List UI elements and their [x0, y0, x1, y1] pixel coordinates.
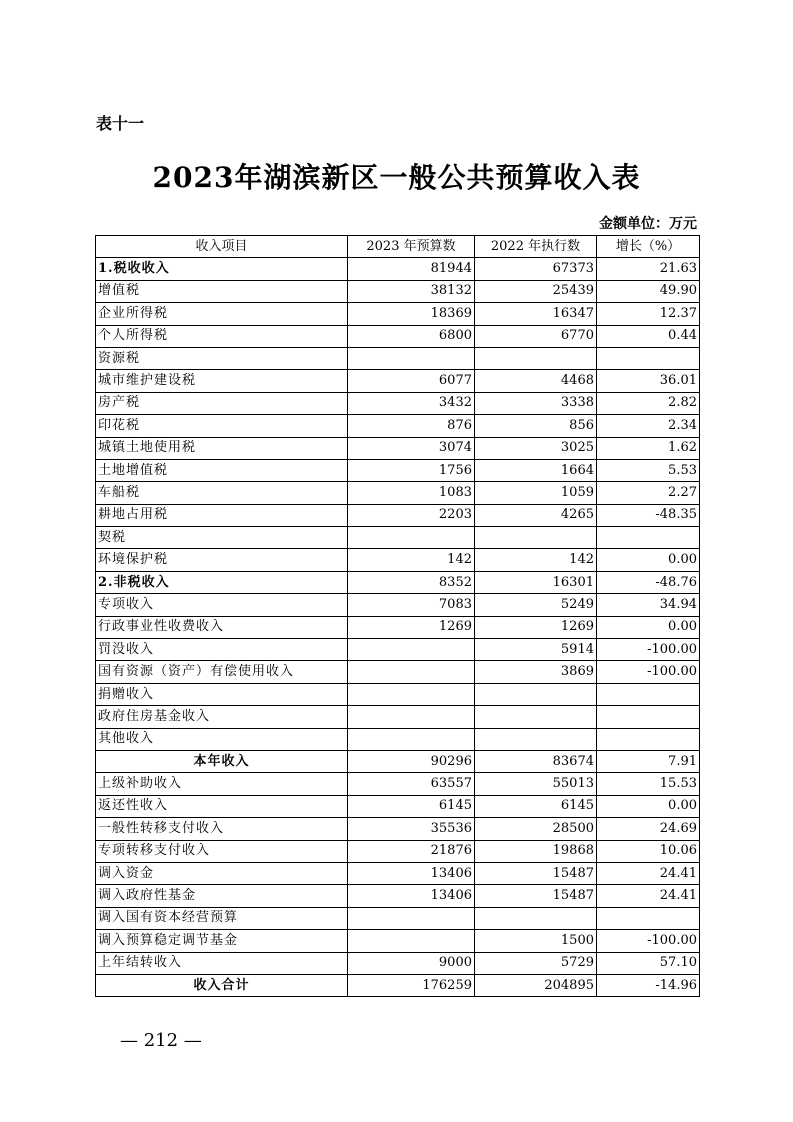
row-growth: 2.34: [597, 415, 700, 437]
row-budget-2023: 38132: [348, 280, 475, 302]
row-actual-2022: 5914: [475, 639, 597, 661]
table-row: [96, 930, 700, 952]
table-row: [96, 280, 700, 302]
row-item-name: 车船税: [96, 482, 348, 504]
row-item-name: 契税: [96, 527, 348, 549]
row-growth: 34.94: [597, 594, 700, 616]
row-budget-2023: 35536: [348, 818, 475, 840]
table-label: 表十一: [96, 114, 145, 133]
row-actual-2022: 3869: [475, 661, 597, 683]
row-growth: -48.76: [597, 571, 700, 593]
row-budget-2023: [348, 683, 475, 705]
table-row: [96, 571, 700, 593]
row-budget-2023: 21876: [348, 840, 475, 862]
row-growth: -48.35: [597, 504, 700, 526]
row-actual-2022: 1059: [475, 482, 597, 504]
row-actual-2022: 25439: [475, 280, 597, 302]
row-item-name: 增值税: [96, 280, 348, 302]
table-row: [96, 750, 700, 772]
row-budget-2023: 9000: [348, 952, 475, 974]
row-budget-2023: 13406: [348, 885, 475, 907]
row-actual-2022: 1269: [475, 616, 597, 638]
row-budget-2023: 3432: [348, 392, 475, 414]
table-row: [96, 639, 700, 661]
row-item-name: 资源税: [96, 347, 348, 369]
header-item: 收入项目: [96, 236, 348, 258]
row-item-name: 一般性转移支付收入: [96, 818, 348, 840]
header-budget-2023: 2023 年预算数: [348, 236, 475, 258]
table-row: [96, 549, 700, 571]
table-row: [96, 683, 700, 705]
row-budget-2023: [348, 728, 475, 750]
row-growth: [597, 527, 700, 549]
row-item-name: 印花税: [96, 415, 348, 437]
row-growth: 15.53: [597, 773, 700, 795]
row-item-name: 调入政府性基金: [96, 885, 348, 907]
row-budget-2023: 6145: [348, 795, 475, 817]
row-budget-2023: 1756: [348, 459, 475, 481]
row-item-name: 调入资金: [96, 862, 348, 884]
row-item-name: 调入国有资本经营预算: [96, 907, 348, 929]
table-row: [96, 661, 700, 683]
row-item-name: 耕地占用税: [96, 504, 348, 526]
table-row: [96, 840, 700, 862]
row-item-name: 专项收入: [96, 594, 348, 616]
row-item-name: 土地增值税: [96, 459, 348, 481]
table-row: [96, 795, 700, 817]
row-growth: [597, 347, 700, 369]
row-item-name: 房产税: [96, 392, 348, 414]
row-growth: 24.41: [597, 862, 700, 884]
row-budget-2023: 876: [348, 415, 475, 437]
row-item-name: 环境保护税: [96, 549, 348, 571]
row-growth: -14.96: [597, 974, 700, 996]
row-actual-2022: 15487: [475, 885, 597, 907]
table-row: [96, 616, 700, 638]
row-growth: 2.27: [597, 482, 700, 504]
row-item-name: 政府住房基金收入: [96, 706, 348, 728]
row-actual-2022: 142: [475, 549, 597, 571]
row-actual-2022: 4265: [475, 504, 597, 526]
row-item-name: 1.税收收入: [96, 258, 348, 280]
row-budget-2023: 18369: [348, 303, 475, 325]
row-growth: -100.00: [597, 639, 700, 661]
row-actual-2022: [475, 907, 597, 929]
row-item-name: 收入合计: [96, 974, 348, 996]
row-growth: 57.10: [597, 952, 700, 974]
row-item-name: 国有资源（资产）有偿使用收入: [96, 661, 348, 683]
row-growth: 5.53: [597, 459, 700, 481]
row-growth: 24.41: [597, 885, 700, 907]
row-growth: 10.06: [597, 840, 700, 862]
row-item-name: 城市维护建设税: [96, 370, 348, 392]
row-item-name: 城镇土地使用税: [96, 437, 348, 459]
table-row: [96, 325, 700, 347]
row-actual-2022: 856: [475, 415, 597, 437]
header-actual-2022: 2022 年执行数: [475, 236, 597, 258]
row-item-name: 返还性收入: [96, 795, 348, 817]
row-budget-2023: [348, 347, 475, 369]
row-actual-2022: [475, 728, 597, 750]
table-row: [96, 504, 700, 526]
row-item-name: 上年结转收入: [96, 952, 348, 974]
row-growth: 2.82: [597, 392, 700, 414]
unit-label: 金额单位：万元: [599, 216, 697, 232]
row-budget-2023: 3074: [348, 437, 475, 459]
row-budget-2023: 7083: [348, 594, 475, 616]
row-budget-2023: 1269: [348, 616, 475, 638]
table-row: [96, 773, 700, 795]
row-actual-2022: 28500: [475, 818, 597, 840]
row-actual-2022: 19868: [475, 840, 597, 862]
row-growth: 0.00: [597, 795, 700, 817]
table-row: [96, 862, 700, 884]
row-budget-2023: 2203: [348, 504, 475, 526]
table-row: [96, 347, 700, 369]
row-actual-2022: 55013: [475, 773, 597, 795]
table-row: [96, 415, 700, 437]
table-row: [96, 885, 700, 907]
table-row: [96, 818, 700, 840]
row-actual-2022: [475, 347, 597, 369]
revenue-table: [95, 235, 700, 997]
row-actual-2022: 16347: [475, 303, 597, 325]
row-actual-2022: 1500: [475, 930, 597, 952]
row-item-name: 罚没收入: [96, 639, 348, 661]
table-row: [96, 258, 700, 280]
row-growth: 1.62: [597, 437, 700, 459]
row-actual-2022: 67373: [475, 258, 597, 280]
row-budget-2023: [348, 706, 475, 728]
table-header-row: [96, 236, 700, 258]
page-title: 2023年湖滨新区一般公共预算收入表: [152, 161, 641, 194]
row-actual-2022: 6770: [475, 325, 597, 347]
row-budget-2023: 13406: [348, 862, 475, 884]
row-item-name: 专项转移支付收入: [96, 840, 348, 862]
table-row: [96, 370, 700, 392]
row-budget-2023: [348, 930, 475, 952]
row-actual-2022: [475, 527, 597, 549]
row-budget-2023: 176259: [348, 974, 475, 996]
table-row: [96, 527, 700, 549]
row-budget-2023: 6800: [348, 325, 475, 347]
row-budget-2023: 6077: [348, 370, 475, 392]
row-budget-2023: [348, 639, 475, 661]
row-growth: -100.00: [597, 661, 700, 683]
row-actual-2022: 3025: [475, 437, 597, 459]
row-growth: [597, 907, 700, 929]
row-growth: 21.63: [597, 258, 700, 280]
row-item-name: 调入预算稳定调节基金: [96, 930, 348, 952]
row-growth: 24.69: [597, 818, 700, 840]
table-row: [96, 459, 700, 481]
row-budget-2023: 90296: [348, 750, 475, 772]
table-row: [96, 728, 700, 750]
table-row: [96, 303, 700, 325]
row-actual-2022: 3338: [475, 392, 597, 414]
row-budget-2023: [348, 527, 475, 549]
page-number: — 212 —: [120, 1030, 202, 1051]
row-item-name: 捐赠收入: [96, 683, 348, 705]
row-budget-2023: [348, 661, 475, 683]
row-growth: [597, 683, 700, 705]
row-growth: 49.90: [597, 280, 700, 302]
row-item-name: 企业所得税: [96, 303, 348, 325]
row-budget-2023: [348, 907, 475, 929]
table-row: [96, 907, 700, 929]
row-growth: 7.91: [597, 750, 700, 772]
row-budget-2023: 1083: [348, 482, 475, 504]
row-actual-2022: 15487: [475, 862, 597, 884]
row-growth: [597, 728, 700, 750]
row-item-name: 上级补助收入: [96, 773, 348, 795]
row-budget-2023: 8352: [348, 571, 475, 593]
table-row: [96, 706, 700, 728]
row-item-name: 行政事业性收费收入: [96, 616, 348, 638]
row-actual-2022: 204895: [475, 974, 597, 996]
row-growth: [597, 706, 700, 728]
row-actual-2022: 1664: [475, 459, 597, 481]
row-actual-2022: [475, 706, 597, 728]
row-growth: 0.00: [597, 616, 700, 638]
row-budget-2023: 63557: [348, 773, 475, 795]
row-actual-2022: 83674: [475, 750, 597, 772]
row-item-name: 本年收入: [96, 750, 348, 772]
row-growth: -100.00: [597, 930, 700, 952]
row-actual-2022: 16301: [475, 571, 597, 593]
row-growth: 0.00: [597, 549, 700, 571]
row-growth: 12.37: [597, 303, 700, 325]
row-actual-2022: 6145: [475, 795, 597, 817]
table-row: [96, 482, 700, 504]
table-row: [96, 437, 700, 459]
table-row: [96, 594, 700, 616]
row-actual-2022: 4468: [475, 370, 597, 392]
header-growth: 增长（%）: [597, 236, 700, 258]
row-item-name: 2.非税收入: [96, 571, 348, 593]
row-budget-2023: 81944: [348, 258, 475, 280]
table-row: [96, 974, 700, 996]
row-growth: 0.44: [597, 325, 700, 347]
row-item-name: 其他收入: [96, 728, 348, 750]
row-budget-2023: 142: [348, 549, 475, 571]
table-row: [96, 392, 700, 414]
table-row: [96, 952, 700, 974]
row-growth: 36.01: [597, 370, 700, 392]
row-item-name: 个人所得税: [96, 325, 348, 347]
row-actual-2022: [475, 683, 597, 705]
row-actual-2022: 5249: [475, 594, 597, 616]
row-actual-2022: 5729: [475, 952, 597, 974]
